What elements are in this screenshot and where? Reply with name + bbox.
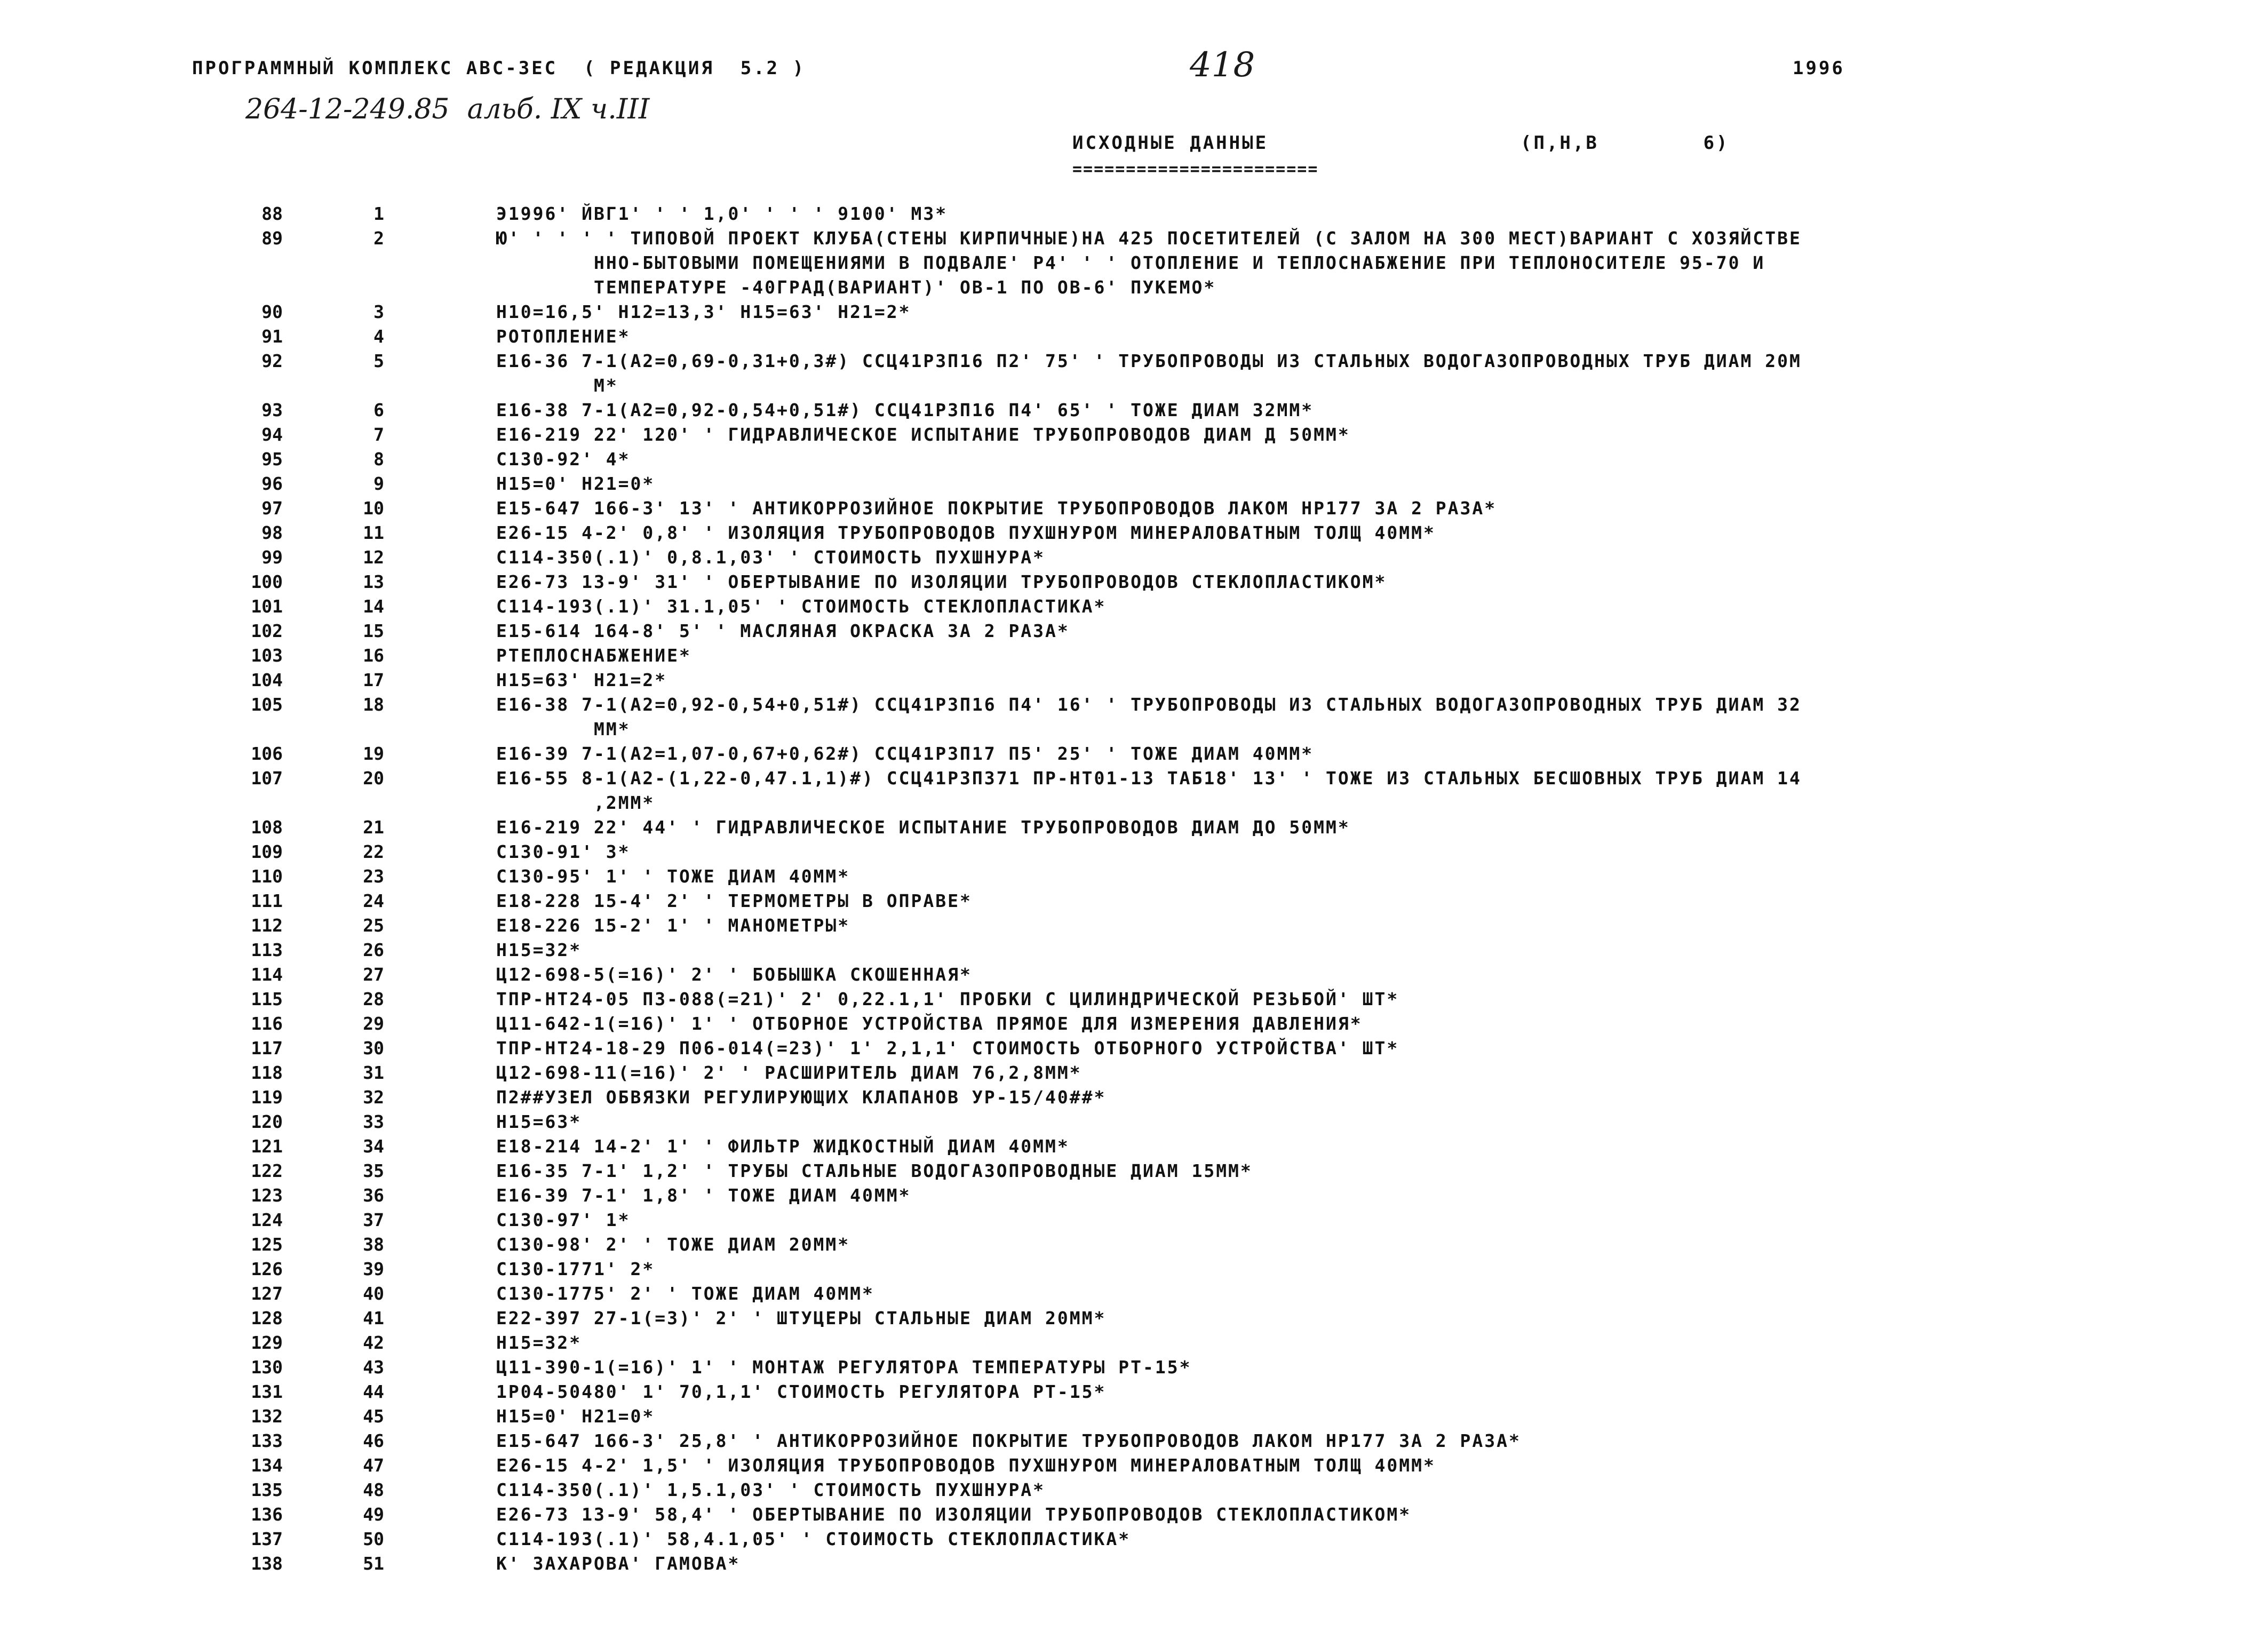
record-text: С114-350(.1)' 1,5.1,03' ' СТОИМОСТЬ ПУХШНУРА* — [496, 1479, 1046, 1500]
item-number: 17 — [363, 670, 384, 690]
line-number: 125 — [251, 1234, 283, 1255]
listing-row — [0, 1183, 2268, 1208]
record-text: РТЕПЛОСНАБЖЕНИЕ* — [496, 645, 691, 666]
record-text: К' ЗАХАРОВА' ГАМОВА* — [496, 1553, 741, 1574]
line-number: 136 — [251, 1504, 283, 1525]
item-number: 25 — [363, 915, 384, 936]
record-text: Э1996' ЙВГ1' ' ' 1,0' ' ' ' 9100' М3* — [496, 203, 948, 224]
line-number: 120 — [251, 1111, 283, 1132]
item-number: 6 — [373, 400, 384, 420]
line-number: 121 — [251, 1136, 283, 1157]
item-number: 50 — [363, 1529, 384, 1549]
line-number: 113 — [251, 940, 283, 960]
item-number: 2 — [373, 228, 384, 249]
line-number: 131 — [251, 1381, 283, 1402]
record-text: ТПР-НТ24-05 П3-088(=21)' 2' 0,22.1,1' ПРОБКИ С ЦИЛИНДРИЧЕСКОЙ РЕЗЬБОЙ' ШТ* — [496, 989, 1399, 1009]
line-number: 134 — [251, 1455, 283, 1476]
item-number: 16 — [363, 645, 384, 666]
item-number: 31 — [363, 1062, 384, 1083]
item-number: 49 — [363, 1504, 384, 1525]
line-number: 98 — [261, 522, 283, 543]
line-number: 108 — [251, 817, 283, 838]
listing-row — [0, 1257, 2268, 1282]
record-text: Е16-38 7-1(А2=0,92-0,54+0,51#) ССЦ41Р3П16 П4' 16' ' ТРУБОПРОВОДЫ ИЗ СТАЛЬНЫХ ВОДОГАЗОПРОВОДНЫХ ТРУБ ДИАМ 32 ММ* — [496, 694, 1802, 739]
line-number: 106 — [251, 743, 283, 764]
listing-row — [0, 1282, 2268, 1306]
record-text: Ц11-642-1(=16)' 1' ' ОТБОРНОЕ УСТРОЙСТВА ПРЯМОЕ ДЛЯ ИЗМЕРЕНИЯ ДАВЛЕНИЯ* — [496, 1013, 1363, 1034]
listing-row — [0, 1429, 2268, 1453]
item-number: 10 — [363, 498, 384, 519]
line-number: 93 — [261, 400, 283, 420]
item-number: 15 — [363, 620, 384, 641]
listing-row — [0, 1061, 2268, 1085]
line-number: 132 — [251, 1406, 283, 1427]
item-number: 38 — [363, 1234, 384, 1255]
listing-row — [0, 668, 2268, 693]
listing-row — [0, 1036, 2268, 1061]
listing-row — [0, 1404, 2268, 1429]
listing-row — [0, 1208, 2268, 1232]
record-text: С130-95' 1' ' ТОЖЕ ДИАМ 40ММ* — [496, 866, 850, 887]
record-text: Н15=0' Н21=0* — [496, 1406, 655, 1427]
line-number: 109 — [251, 841, 283, 862]
item-number: 45 — [363, 1406, 384, 1427]
record-text: Е16-39 7-1' 1,8' ' ТОЖЕ ДИАМ 40ММ* — [496, 1185, 911, 1206]
listing-row — [0, 1012, 2268, 1036]
listing-row — [0, 840, 2268, 864]
line-number: 116 — [251, 1013, 283, 1034]
listing-row — [0, 447, 2268, 472]
listing-row — [0, 324, 2268, 349]
record-text: Н15=63' Н21=2* — [496, 670, 667, 690]
listing-row — [0, 962, 2268, 987]
section-title: ИСХОДНЫЕ ДАННЫЕ — [1072, 132, 1269, 154]
item-number: 8 — [373, 449, 384, 470]
item-number: 42 — [363, 1332, 384, 1353]
item-number: 12 — [363, 547, 384, 568]
record-text: Е16-36 7-1(А2=0,69-0,31+0,3#) ССЦ41Р3П16 П2' 75' ' ТРУБОПРОВОДЫ ИЗ СТАЛЬНЫХ ВОДОГАЗОПРОВОДНЫХ ТРУБ ДИАМ 20М М* — [496, 351, 1802, 396]
handwritten-reference: 264-12-249.85 альб. IX ч.III — [245, 93, 650, 125]
line-number: 99 — [261, 547, 283, 568]
record-text: Ц12-698-11(=16)' 2' ' РАСШИРИТЕЛЬ ДИАМ 76,2,8ММ* — [496, 1062, 1082, 1083]
listing-row — [0, 987, 2268, 1012]
record-text: Н10=16,5' Н12=13,3' Н15=63' Н21=2* — [496, 301, 911, 322]
program-header: ПРОГРАММНЫЙ КОМПЛЕКС АВС-3ЕС ( РЕДАКЦИЯ 5.2 ) — [192, 58, 806, 79]
line-number: 88 — [261, 203, 283, 224]
record-text: С130-92' 4* — [496, 449, 631, 470]
listing-row — [0, 1306, 2268, 1331]
record-text: Е16-38 7-1(А2=0,92-0,54+0,51#) ССЦ41Р3П16 П4' 65' ' ТОЖЕ ДИАМ 32ММ* — [496, 400, 1314, 420]
listing-row — [0, 349, 2268, 398]
title-underline: ======================= — [1072, 160, 1319, 179]
record-text: ТПР-НТ24-18-29 П06-014(=23)' 1' 2,1,1' СТОИМОСТЬ ОТБОРНОГО УСТРОЙСТВА' ШТ* — [496, 1038, 1399, 1059]
record-text: Е22-397 27-1(=3)' 2' ' ШТУЦЕРЫ СТАЛЬНЫЕ ДИАМ 20ММ* — [496, 1308, 1107, 1328]
line-number: 130 — [251, 1357, 283, 1378]
record-text: Ц12-698-5(=16)' 2' ' БОБЫШКА СКОШЕННАЯ* — [496, 964, 972, 985]
record-text: Е16-219 22' 44' ' ГИДРАВЛИЧЕСКОЕ ИСПЫТАНИЕ ТРУБОПРОВОДОВ ДИАМ ДО 50ММ* — [496, 817, 1350, 838]
line-number: 94 — [261, 424, 283, 445]
item-number: 1 — [373, 203, 384, 224]
listing-row — [0, 594, 2268, 619]
line-number: 91 — [261, 326, 283, 347]
record-text: С130-91' 3* — [496, 841, 631, 862]
line-number: 89 — [261, 228, 283, 249]
item-number: 28 — [363, 989, 384, 1009]
listing-row — [0, 619, 2268, 643]
listing-row — [0, 1527, 2268, 1552]
listing-row — [0, 1159, 2268, 1183]
listing-row — [0, 864, 2268, 889]
record-text: С114-350(.1)' 0,8.1,03' ' СТОИМОСТЬ ПУХШНУРА* — [496, 547, 1046, 568]
record-text: Е26-73 13-9' 58,4' ' ОБЕРТЫВАНИЕ ПО ИЗОЛЯЦИИ ТРУБОПРОВОДОВ СТЕКЛОПЛАСТИКОМ* — [496, 1504, 1412, 1525]
item-number: 14 — [363, 596, 384, 617]
line-number: 97 — [261, 498, 283, 519]
record-text: Е18-226 15-2' 1' ' МАНОМЕТРЫ* — [496, 915, 850, 936]
line-number: 129 — [251, 1332, 283, 1353]
item-number: 29 — [363, 1013, 384, 1034]
item-number: 23 — [363, 866, 384, 887]
line-number: 124 — [251, 1210, 283, 1230]
record-text: П2##УЗЕЛ ОБВЯЗКИ РЕГУЛИРУЮЩИХ КЛАПАНОВ УР-15/40##* — [496, 1087, 1107, 1108]
line-number: 127 — [251, 1283, 283, 1304]
item-number: 40 — [363, 1283, 384, 1304]
item-number: 36 — [363, 1185, 384, 1206]
item-number: 35 — [363, 1160, 384, 1181]
listing-row — [0, 938, 2268, 962]
item-number: 21 — [363, 817, 384, 838]
line-number: 117 — [251, 1038, 283, 1059]
listing-row — [0, 815, 2268, 840]
item-number: 5 — [373, 351, 384, 371]
record-text: Н15=63* — [496, 1111, 582, 1132]
line-number: 101 — [251, 596, 283, 617]
item-number: 39 — [363, 1259, 384, 1279]
line-number: 126 — [251, 1259, 283, 1279]
year-label: 1996 — [1793, 58, 1845, 79]
listing-row — [0, 693, 2268, 742]
listing-row — [0, 423, 2268, 447]
listing-row — [0, 472, 2268, 496]
listing-row — [0, 766, 2268, 815]
data-listing — [0, 202, 2268, 1576]
record-text: Е26-15 4-2' 0,8' ' ИЗОЛЯЦИЯ ТРУБОПРОВОДОВ ПУХШНУРОМ МИНЕРАЛОВАТНЫМ ТОЛЩ 40ММ* — [496, 522, 1436, 543]
record-text: С114-193(.1)' 31.1,05' ' СТОИМОСТЬ СТЕКЛОПЛАСТИКА* — [496, 596, 1107, 617]
listing-row — [0, 1453, 2268, 1478]
listing-row — [0, 1502, 2268, 1527]
line-number: 107 — [251, 768, 283, 789]
item-number: 41 — [363, 1308, 384, 1328]
listing-row — [0, 202, 2268, 226]
record-text: Е15-647 166-3' 13' ' АНТИКОРРОЗИЙНОЕ ПОКРЫТИЕ ТРУБОПРОВОДОВ ЛАКОМ НР177 ЗА 2 РАЗА* — [496, 498, 1497, 519]
listing-row — [0, 643, 2268, 668]
line-number: 95 — [261, 449, 283, 470]
record-text: Е26-15 4-2' 1,5' ' ИЗОЛЯЦИЯ ТРУБОПРОВОДОВ ПУХШНУРОМ МИНЕРАЛОВАТНЫМ ТОЛЩ 40ММ* — [496, 1455, 1436, 1476]
listing-row — [0, 570, 2268, 594]
item-number: 37 — [363, 1210, 384, 1230]
line-number: 90 — [261, 301, 283, 322]
record-text: Е16-55 8-1(А2-(1,22-0,47.1,1)#) ССЦ41Р3П371 ПР-НТ01-13 ТАБ18' 13' ' ТОЖЕ ИЗ СТАЛЬНЫХ БЕСШОВНЫХ ТРУБ ДИАМ 14 ,2ММ* — [496, 768, 1802, 813]
line-number: 137 — [251, 1529, 283, 1549]
item-number: 48 — [363, 1479, 384, 1500]
item-number: 22 — [363, 841, 384, 862]
record-text: С130-1775' 2' ' ТОЖЕ ДИАМ 40ММ* — [496, 1283, 874, 1304]
line-number: 135 — [251, 1479, 283, 1500]
line-number: 104 — [251, 670, 283, 690]
listing-row — [0, 496, 2268, 521]
listing-row — [0, 545, 2268, 570]
item-number: 43 — [363, 1357, 384, 1378]
line-number: 119 — [251, 1087, 283, 1108]
record-text: 1Р04-50480' 1' 70,1,1' СТОИМОСТЬ РЕГУЛЯТОРА РТ-15* — [496, 1381, 1107, 1402]
record-text: С130-97' 1* — [496, 1210, 631, 1230]
line-number: 111 — [251, 890, 283, 911]
listing-row — [0, 300, 2268, 324]
listing-row — [0, 889, 2268, 913]
listing-row — [0, 226, 2268, 300]
line-number: 114 — [251, 964, 283, 985]
item-number: 46 — [363, 1430, 384, 1451]
item-number: 26 — [363, 940, 384, 960]
listing-row — [0, 1552, 2268, 1576]
section-params: (П,Н,В 6) — [1521, 132, 1730, 154]
listing-row — [0, 1331, 2268, 1355]
item-number: 18 — [363, 694, 384, 715]
line-number: 102 — [251, 620, 283, 641]
record-text: РОТОПЛЕНИЕ* — [496, 326, 631, 347]
line-number: 105 — [251, 694, 283, 715]
listing-row — [0, 1110, 2268, 1134]
handwritten-page-number: 418 — [1190, 45, 1255, 85]
item-number: 20 — [363, 768, 384, 789]
record-text: С114-193(.1)' 58,4.1,05' ' СТОИМОСТЬ СТЕКЛОПЛАСТИКА* — [496, 1529, 1131, 1549]
record-text: Н15=0' Н21=0* — [496, 473, 655, 494]
line-number: 115 — [251, 989, 283, 1009]
item-number: 32 — [363, 1087, 384, 1108]
line-number: 118 — [251, 1062, 283, 1083]
line-number: 112 — [251, 915, 283, 936]
item-number: 9 — [373, 473, 384, 494]
item-number: 4 — [373, 326, 384, 347]
listing-row — [0, 1085, 2268, 1110]
record-text: Е15-647 166-3' 25,8' ' АНТИКОРРОЗИЙНОЕ ПОКРЫТИЕ ТРУБОПРОВОДОВ ЛАКОМ НР177 ЗА 2 РАЗА* — [496, 1430, 1521, 1451]
item-number: 27 — [363, 964, 384, 985]
record-text: Е16-35 7-1' 1,2' ' ТРУБЫ СТАЛЬНЫЕ ВОДОГАЗОПРОВОДНЫЕ ДИАМ 15ММ* — [496, 1160, 1253, 1181]
line-number: 133 — [251, 1430, 283, 1451]
item-number: 7 — [373, 424, 384, 445]
record-text: С130-1771' 2* — [496, 1259, 655, 1279]
listing-row — [0, 742, 2268, 766]
listing-row — [0, 521, 2268, 545]
line-number: 92 — [261, 351, 283, 371]
record-text: Е18-214 14-2' 1' ' ФИЛЬТР ЖИДКОСТНЫЙ ДИАМ 40ММ* — [496, 1136, 1070, 1157]
item-number: 24 — [363, 890, 384, 911]
line-number: 122 — [251, 1160, 283, 1181]
item-number: 13 — [363, 571, 384, 592]
record-text: С130-98' 2' ' ТОЖЕ ДИАМ 20ММ* — [496, 1234, 850, 1255]
item-number: 19 — [363, 743, 384, 764]
record-text: Е26-73 13-9' 31' ' ОБЕРТЫВАНИЕ ПО ИЗОЛЯЦИИ ТРУБОПРОВОДОВ СТЕКЛОПЛАСТИКОМ* — [496, 571, 1387, 592]
item-number: 33 — [363, 1111, 384, 1132]
record-text: Е16-39 7-1(А2=1,07-0,67+0,62#) ССЦ41Р3П17 П5' 25' ' ТОЖЕ ДИАМ 40ММ* — [496, 743, 1314, 764]
line-number: 128 — [251, 1308, 283, 1328]
line-number: 96 — [261, 473, 283, 494]
listing-row — [0, 913, 2268, 938]
line-number: 103 — [251, 645, 283, 666]
item-number: 51 — [363, 1553, 384, 1574]
listing-row — [0, 1355, 2268, 1380]
item-number: 11 — [363, 522, 384, 543]
listing-row — [0, 1380, 2268, 1404]
listing-row — [0, 398, 2268, 423]
item-number: 47 — [363, 1455, 384, 1476]
item-number: 3 — [373, 301, 384, 322]
line-number: 110 — [251, 866, 283, 887]
line-number: 138 — [251, 1553, 283, 1574]
record-text: Е18-228 15-4' 2' ' ТЕРМОМЕТРЫ В ОПРАВЕ* — [496, 890, 972, 911]
listing-row — [0, 1134, 2268, 1159]
item-number: 34 — [363, 1136, 384, 1157]
record-text: Е16-219 22' 120' ' ГИДРАВЛИЧЕСКОЕ ИСПЫТАНИЕ ТРУБОПРОВОДОВ ДИАМ Д 50ММ* — [496, 424, 1350, 445]
item-number: 30 — [363, 1038, 384, 1059]
listing-row — [0, 1232, 2268, 1257]
record-text: Н15=32* — [496, 1332, 582, 1353]
line-number: 123 — [251, 1185, 283, 1206]
line-number: 100 — [251, 571, 283, 592]
listing-row — [0, 1478, 2268, 1502]
record-text: Е15-614 164-8' 5' ' МАСЛЯНАЯ ОКРАСКА ЗА 2 РАЗА* — [496, 620, 1070, 641]
record-text: Ц11-390-1(=16)' 1' ' МОНТАЖ РЕГУЛЯТОРА ТЕМПЕРАТУРЫ РТ-15* — [496, 1357, 1192, 1378]
record-text: Н15=32* — [496, 940, 582, 960]
item-number: 44 — [363, 1381, 384, 1402]
record-text: Ю' ' ' ' ' ТИПОВОЙ ПРОЕКТ КЛУБА(СТЕНЫ КИРПИЧНЫЕ)НА 425 ПОСЕТИТЕЛЕЙ (С ЗАЛОМ НА 300 МЕСТ)ВАРИАНТ С ХОЗЯЙСТВЕ ННО-БЫТОВЫМИ ПОМЕЩЕНИЯМИ В ПОДВАЛЕ' Р4' ' ' ОТОПЛЕНИЕ И ТЕПЛОСНАБЖЕНИЕ ПРИ ТЕПЛОНОСИТЕЛЕ 95-70 И ТЕМПЕРАТУРЕ -40ГРАД(ВАРИАНТ)' ОВ-1 ПО ОВ-6' ПУКЕМО* — [496, 228, 1802, 298]
